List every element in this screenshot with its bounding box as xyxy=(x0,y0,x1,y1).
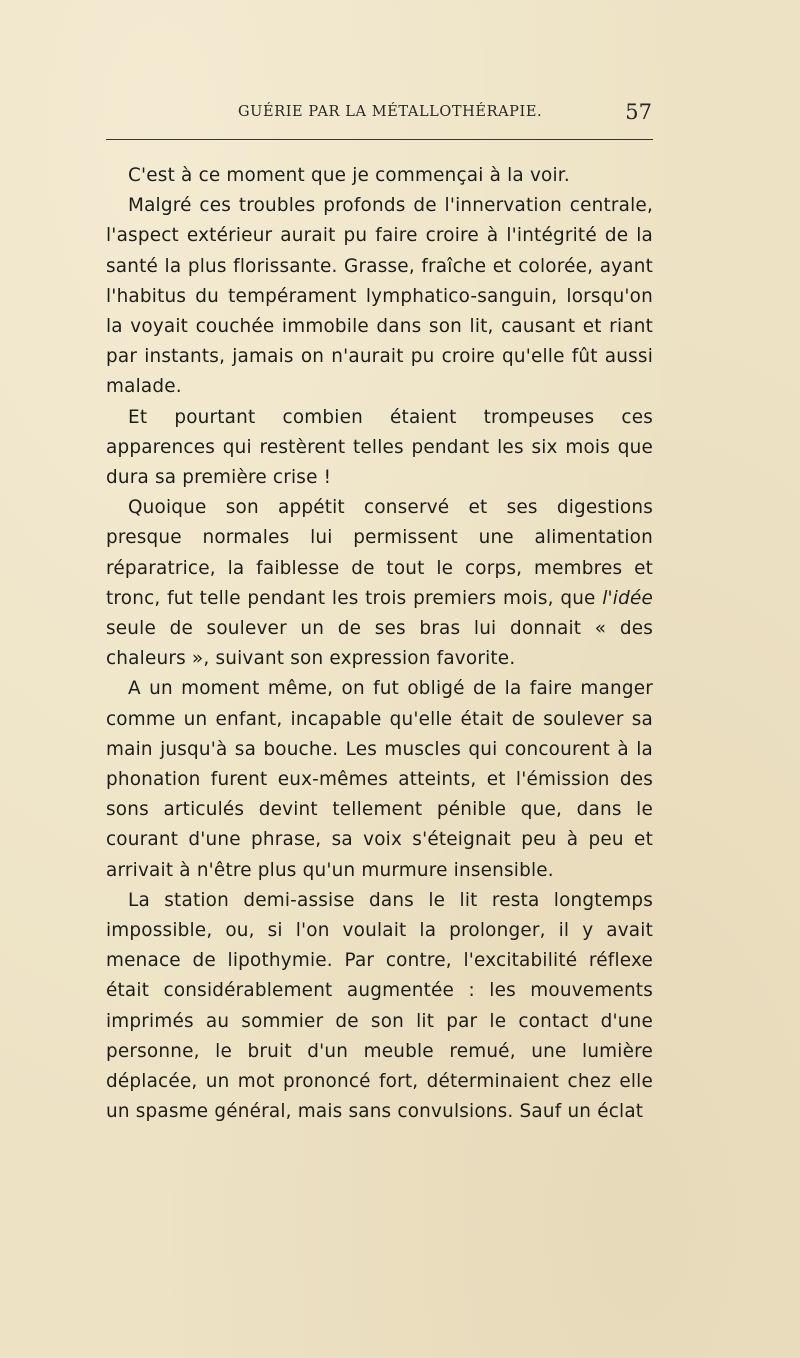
running-title: GUÉRIE PAR LA MÉTALLOTHÉRAPIE. xyxy=(238,104,543,120)
paragraph-1-text: C'est à ce moment que je commençai à la voir. xyxy=(128,165,570,186)
running-head xyxy=(238,100,652,130)
paragraph-5-text: A un moment même, on fut obligé de la faire manger comme un enfant, incapable qu'elle était de soulever sa main jusqu'à sa bouche. Les muscles qui concourent à la phonation furent eux-mêmes atteints, et l'émission des sons articulés devint tellement pénible que, dans le courant d'une phrase, sa voix s'éteignait peu à peu et arrivait à n'être plus qu'un murmure insensible. xyxy=(106,678,653,881)
paragraph-4-emphasis: l'idée xyxy=(602,587,653,609)
page-number: 57 xyxy=(625,100,652,124)
paragraph-3-text: Et pourtant combien étaient trompeuses ces apparences qui restèrent telles pendant les six mois que dura sa première crise ! xyxy=(106,406,653,489)
paragraph-2-text: Malgré ces troubles profonds de l'innervation centrale, l'aspect extérieur aurait pu faire croire à l'intégrité de la santé la plus florissante. Grasse, fraîche et colorée, ayant l'habitus du tempérament lymphatico-sanguin, lorsqu'on la voyait couchée immobile dans son lit, causant et riant par instants, jamais on n'aurait pu croire qu'elle fût aussi malade. xyxy=(106,195,653,398)
paragraph-3 xyxy=(106,403,653,494)
paragraph-2 xyxy=(106,191,653,402)
header-rule xyxy=(106,139,653,140)
paragraph-4-text-after: seule de soulever un de ses bras lui donnait « des chaleurs », suivant son expression favorite. xyxy=(106,618,653,670)
paragraph-4 xyxy=(106,493,653,674)
paragraph-1 xyxy=(106,161,653,191)
paragraph-5 xyxy=(106,674,653,885)
paragraph-4-text-before: Quoique son appétit conservé et ses digestions presque normales lui permissent une alimentation réparatrice, la faiblesse de tout le corps, membres et tronc, fut telle pendant les trois premiers mois, que xyxy=(106,497,653,609)
paragraph-6 xyxy=(106,886,653,1128)
body-text xyxy=(106,161,653,1128)
paragraph-6-text: La station demi-assise dans le lit resta longtemps impossible, ou, si l'on voulait la prolonger, il y avait menace de lipothymie. Par contre, l'excitabilité réflexe était considérablement augmentée : les mouvements imprimés au sommier de son lit par le contact d'une personne, le bruit d'un meuble remué, une lumière déplacée, un mot prononcé fort, déterminaient chez elle un spasme général, mais sans convulsions. Sauf un éclat xyxy=(106,889,653,1123)
